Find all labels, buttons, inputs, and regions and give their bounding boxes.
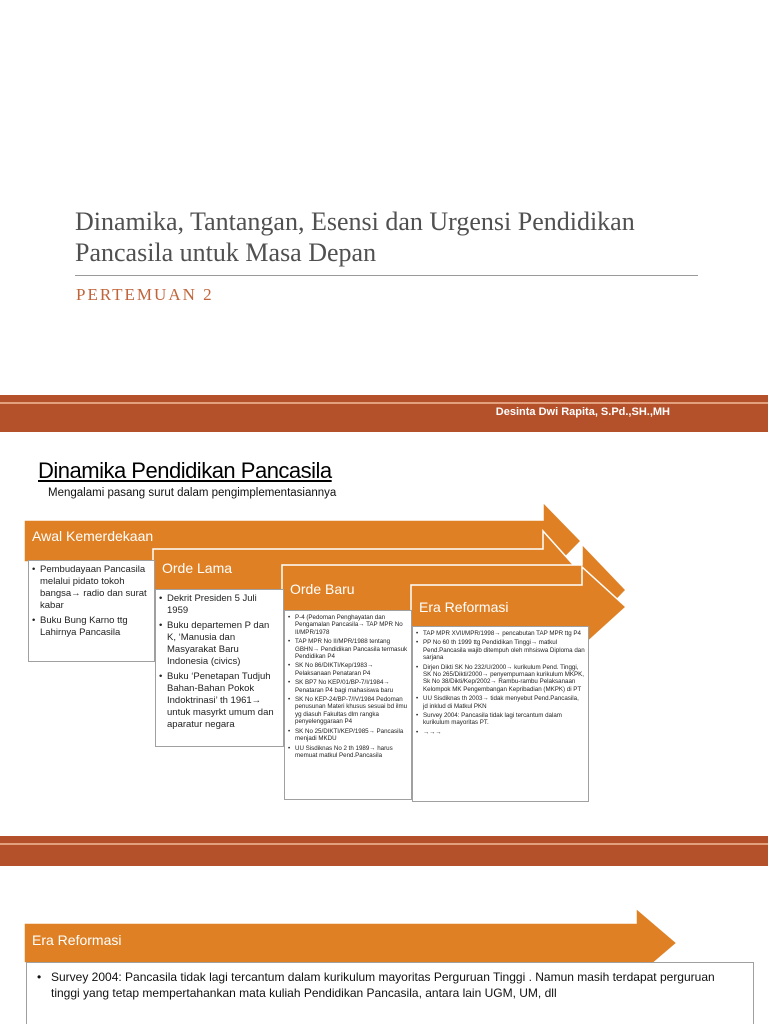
list-item: • Dekrit Presiden 5 Juli 1959	[159, 593, 280, 617]
list-item: • UU Sisdiknas No 2 th 1989→ harus memuat matkul Pend.Pancasila	[288, 745, 408, 760]
list-item: • SK BP7 No KEP/01/BP-7/I/1984→ Penataran P4 bagi mahasiswa baru	[288, 679, 408, 694]
slide-subtitle: PERTEMUAN 2	[76, 285, 214, 304]
slide-title: Dinamika Pendidikan Pancasila	[38, 458, 332, 483]
author-band	[0, 395, 768, 432]
band-stripe	[0, 843, 768, 845]
dinamika-slide	[0, 432, 768, 836]
list-item: • SK No 25/DIKTI/KEP/1985→ Pancasila menjadi MKDU	[288, 728, 408, 743]
list-item: • PP No 60 th 1999 ttg Pendidikan Tinggi→ matkul Pend.Pancasila wajib ditempuh oleh mhsiswa Diploma dan sarjana	[416, 639, 585, 661]
stage-label-era-reformasi: Era Reformasi	[32, 932, 122, 948]
stage-box-awal-kemerdekaan	[28, 560, 155, 662]
list-item: • UU Sisdiknas th 2003→ tidak menyebut Pend.Pancasila, jd inklud di Matkul PKN	[416, 695, 585, 710]
stage-box-era-reformasi	[412, 626, 589, 802]
list-item: • Pembudayaan Pancasila melalui pidato tokoh bangsa→ radio dan surat kabar	[32, 564, 151, 612]
list-item: • Buku Bung Karno ttg Lahirnya Pancasila	[32, 615, 151, 639]
stage-label-orde-lama: Orde Lama	[162, 560, 233, 576]
stage-box-orde-baru	[284, 610, 412, 800]
era-reformasi-slide	[0, 866, 768, 1024]
title-slide	[0, 0, 768, 395]
band-stripe	[0, 402, 768, 404]
slide-subtitle: Mengalami pasang surut dalam pengimplementasiannya	[48, 487, 337, 499]
title-divider	[75, 275, 698, 276]
stage-label-era-reformasi: Era Reformasi	[419, 599, 509, 615]
list-item: • Buku ‘Penetapan Tudjuh Bahan-Bahan Pokok Indoktrinasi’ th 1961→ untuk masyrkt umum dan aparatur negara	[159, 671, 280, 731]
author-name: Desinta Dwi Rapita, S.Pd.,SH.,MH	[495, 406, 670, 418]
list-item: • Survey 2004: Pancasila tidak lagi tercantum dalam kurikulum mayoritas PT.	[416, 712, 585, 727]
slide-title: Dinamika, Tantangan, Esensi dan Urgensi Pendidikan Pancasila untuk Masa Depan	[75, 207, 635, 267]
list-item: • →→→	[416, 729, 585, 736]
list-item: • TAP MPR No II/MPR/1988 tentang GBHN→ Pendidikan Pancasila termasuk Pendidikan P4	[288, 638, 408, 660]
list-item: • SK No 86/DIKTI/Kep/1983→ Pelaksanaan Penataran P4	[288, 662, 408, 677]
list-item: • Survey 2004: Pancasila tidak lagi tercantum dalam kurikulum mayoritas Perguruan Tinggi . Namun masih terdapat perguruan tinggi yang tetap mempertahankan mata kuliah Pendidikan Pancasila, antara lain UGM, UM, dll	[35, 969, 745, 1001]
list-item: • P-4 (Pedoman Penghayatan dan Pengamalan Pancasila→ TAP MPR No II/MPR/1978	[288, 614, 408, 636]
stage-box-orde-lama	[155, 589, 284, 747]
list-item: • Dirjen Dikti SK No 232/U/2000→ kurikulum Pend. Tinggi, SK No 265/Dikti/2000→ penyempurnaan kurikulum MKPK, Sk No 38/Dikti/Kep/2002→ Rambu-rambu Pelaksanaan Kelompok MK Pengembangan Kepribadian (MKPK) di PT	[416, 664, 585, 694]
list-item: • TAP MPR XVII/MPR/1998→ pencabutan TAP MPR ttg P4	[416, 630, 585, 637]
era-reformasi-content	[26, 962, 754, 1024]
stage-label-orde-baru: Orde Baru	[290, 581, 355, 597]
stage-label-awal-kemerdekaan: Awal Kemerdekaan	[32, 528, 154, 544]
list-item: • Buku departemen P dan K, ‘Manusia dan Masyarakat Baru Indonesia (civics)	[159, 620, 280, 668]
divider-band	[0, 836, 768, 866]
list-item: • SK No KEP-24/BP-7/IV/1984 Pedoman penusunan Materi khusus sesuai bd ilmu yg diasuh Fakultas dlm rangka penyelenggaraan P4	[288, 696, 408, 726]
